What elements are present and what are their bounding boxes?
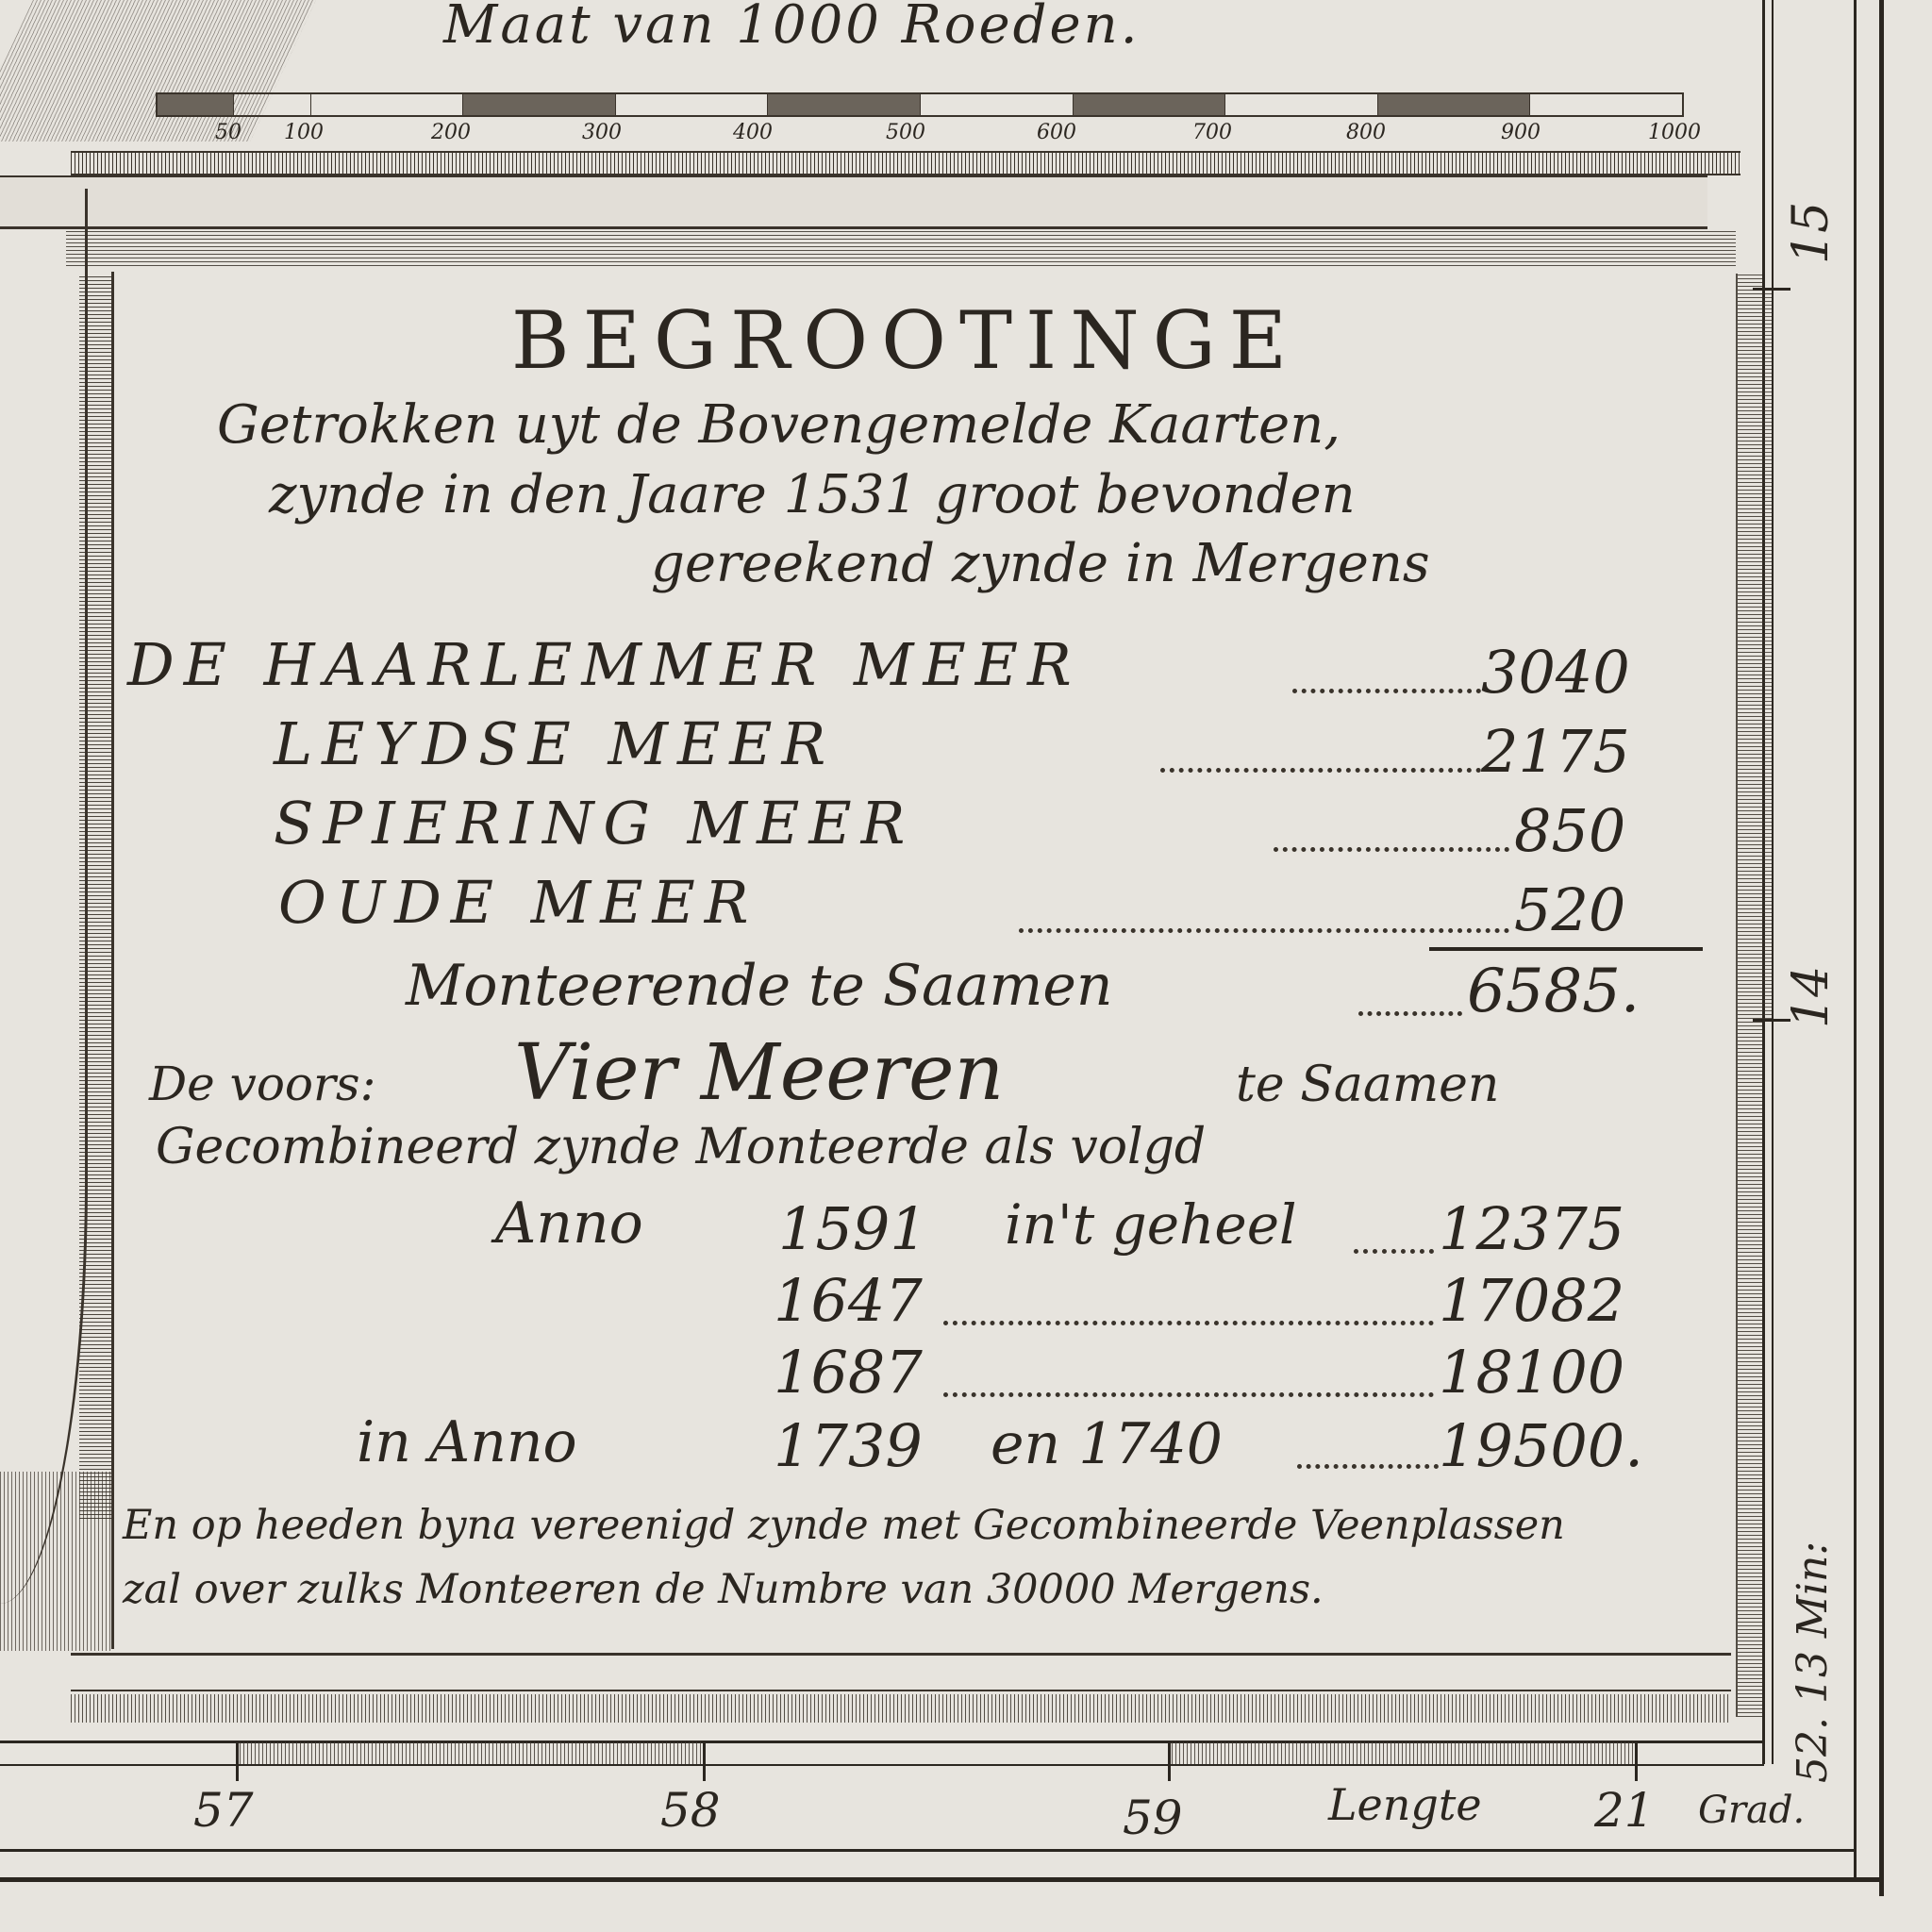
scale-segment [158,94,234,115]
leader-dots [943,1392,1434,1397]
year-total: 12375 [1439,1194,1625,1263]
leader-dots [1354,1249,1434,1254]
degree-tick [703,1741,706,1781]
year-extra: in't geheel [1005,1192,1297,1257]
scale-title: Maat van 1000 Roeden. [443,0,1141,56]
scale-tick: 50 [215,121,242,144]
footer-line: En op heeden byna vereenigd zynde met Gecombineerde Veenplassen [123,1502,1565,1549]
scale-tick: 900 [1501,121,1541,144]
border-scale-bottom-dark [1168,1741,1635,1764]
intro-line: gereekend zynde in Mergens [651,533,1430,594]
lower-cornice-band [71,1653,1731,1691]
scale-tick: 800 [1346,121,1386,144]
scale-tick: 1000 [1648,121,1701,144]
scale-segment [616,94,769,115]
border-scale-bottom-dark [236,1741,703,1764]
border-graduation-bottom [0,1764,1764,1766]
year-prefix: Anno [495,1191,643,1257]
scale-tick: 500 [886,121,925,144]
left-pilaster-curve [0,189,88,1604]
cartouche-title: BEGROOTINGE [510,294,1301,387]
left-base-block [0,1472,111,1651]
outer-frame-bottom [0,1877,1884,1882]
year-value: 1739 [774,1411,923,1480]
combined-suffix: te Saamen [1236,1057,1500,1113]
scale-segment [1378,94,1531,115]
longitude-label: 58 [660,1783,721,1838]
longitude-label: 59 [1123,1790,1183,1845]
scale-segment [311,94,464,115]
year-total: 19500. [1439,1411,1643,1480]
longitude-unit: Grad. [1698,1789,1806,1832]
year-value: 1591 [778,1194,927,1263]
leader-dots [1160,768,1481,773]
lake-value: 3040 [1481,638,1630,707]
sum-rule [1429,947,1703,951]
lake-name: SPIERING MEER [274,789,915,858]
combined-prefix: De voors: [149,1057,376,1111]
scale-segment [234,94,310,115]
longitude-degree: 21 [1594,1783,1655,1838]
degree-tick [1635,1741,1638,1781]
scale-tick: 400 [733,121,773,144]
combined-line2: Gecombineerd zynde Monteerde als volgd [156,1119,1207,1175]
year-value: 1687 [774,1338,923,1407]
degree-tick [236,1741,239,1781]
longitude-label: 57 [193,1783,254,1838]
scale-tick: 700 [1192,121,1232,144]
scale-tick: 300 [582,121,622,144]
outer-frame-right [1879,0,1884,1896]
year-value: 1647 [774,1266,923,1335]
scale-segment [463,94,616,115]
footer-line: zal over zulks Monteeren de Numbre van 30000 Mergens. [123,1566,1324,1613]
upper-cornice-shadow [66,230,1736,266]
leader-dots [1358,1011,1462,1016]
scale-segment [1530,94,1682,115]
map-landscape-fragment [0,0,316,142]
lower-cornice-trim [71,1694,1731,1723]
longitude-text: Lengte [1328,1779,1482,1830]
latitude-label: 14 [1783,965,1840,1028]
intro-line: Getrokken uyt de Bovengemelde Kaarten, [217,394,1341,456]
upper-cornice-band [0,175,1707,229]
lake-value: 520 [1514,875,1626,944]
leader-dots [1274,847,1509,852]
degree-tick [1168,1741,1171,1781]
year-extra: en 1740 [991,1411,1223,1477]
scale-segment [768,94,921,115]
combined-title: Vier Meeren [514,1028,1005,1118]
leader-dots [1297,1464,1439,1469]
scale-segment [921,94,1074,115]
total-value: 6585. [1467,957,1641,1026]
total-label: Monteerende te Saamen [406,953,1113,1019]
lake-name: OUDE MEER [278,868,758,937]
border-scale-right-dark [1762,288,1772,1019]
right-pilaster [1736,274,1764,1717]
scale-bar [156,92,1684,117]
scale-segment [1074,94,1226,115]
lake-name: LEYDSE MEER [274,709,836,778]
border-graduation-right [1772,0,1774,1764]
upper-cornice-trim [71,151,1740,175]
lake-value: 2175 [1481,717,1630,786]
degree-tick [1753,288,1790,291]
scale-tick: 200 [431,121,471,144]
year-total: 17082 [1439,1266,1625,1335]
scale-tick: 600 [1037,121,1076,144]
lake-value: 850 [1514,796,1626,865]
scale-segment [1225,94,1378,115]
leader-dots [1292,689,1481,693]
outer-neatline-right [1854,0,1857,1877]
scale-tick: 100 [284,121,324,144]
year-prefix: in Anno [357,1409,577,1475]
intro-line: zynde in den Jaare 1531 groot bevonden [269,464,1356,525]
leader-dots [1019,928,1509,933]
leader-dots [943,1321,1434,1325]
latitude-text: 52. 13 Min: [1789,1541,1837,1783]
year-total: 18100 [1439,1338,1625,1407]
lake-name: DE HAARLEMMER MEER [127,630,1081,699]
outer-neatline-bottom [0,1849,1857,1852]
latitude-label: 15 [1783,201,1840,264]
